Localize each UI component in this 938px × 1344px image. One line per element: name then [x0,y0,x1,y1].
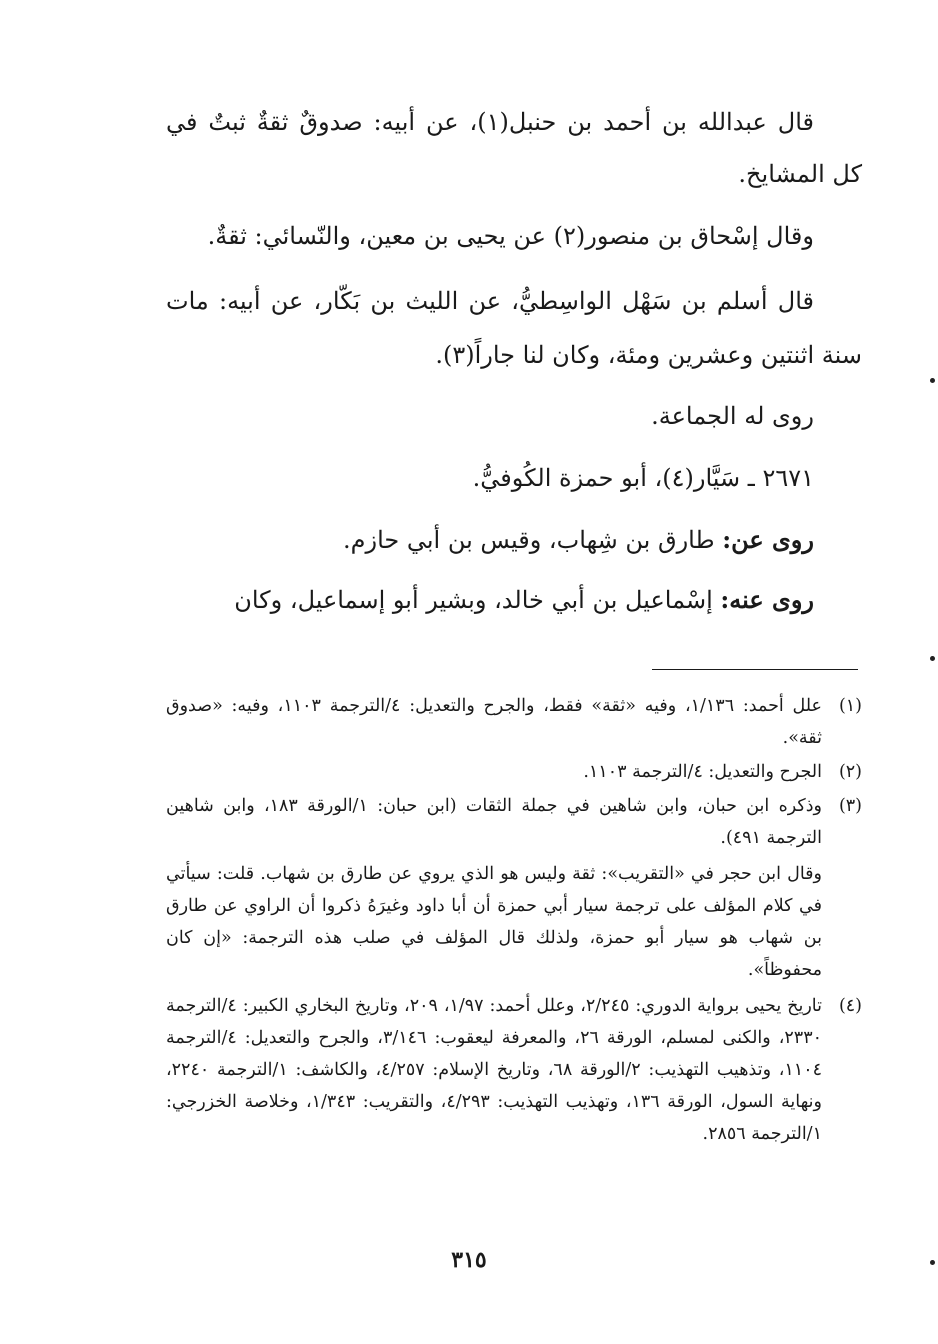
narrated-from [166,514,862,566]
footnote-separator [652,669,858,670]
paragraph-2: وقال إسْحاق بن منصور(٢) عن يحيى بن معين، والنّسائي: ثقةٌ. [207,222,814,250]
footnote-text: الجرح والتعديل: ٤/الترجمة ١١٠٣. [583,762,822,782]
footnote-number: (٣) [838,796,862,816]
footnotes [166,690,862,1152]
entry-heading: ٢٦٧١ ـ سَيَّار(٤)، أبو حمزة الكُوفيُّ. [472,464,814,492]
narrated-by [166,574,862,626]
footnote-3-continuation: وقال ابن حجر في «التقريب»: ثقة وليس هو الذي يروي عن طارق بن شهاب. قلت: سيأتي في كلام المؤلف على ترجمة سيار أبي حمزة أن أبا داود وغيرَهُ ذكروا أن الراوي عن طارق بن شهاب هو سيار أبو حمزة، ولذلك قال المؤلف في صلب هذه الترجمة: «إن كان محفوظاً». [166,864,822,980]
footnote-text: تاريخ يحيى برواية الدوري: ٢/٢٤٥، وعلل أحمد: ١/٩٧، ٢٠٩، وتاريخ البخاري الكبير: ٤/الترجمة ٢٣٣٠، والكنى لمسلم، الورقة ٢٦، والمعرفة ليعقوب: ٣/١٤٦، والجرح والتعديل: ٤/الترجمة ١١٠٤، وتذهيب التهذيب: ٢/الورقة ٦٨، وتاريخ الإسلام: ٤/٢٥٧، والكاشف: ١/الترجمة ٢٢٤٠، ونهاية السول، الورقة ١٣٦، وتهذيب التهذيب: ٤/٢٩٣، والتقريب: ١/٣٤٣، وخلاصة الخزرجي: ١/الترجمة ٢٨٥٦. [166,996,822,1144]
paragraph-3: قال أسلم بن سَهْل الواسِطيُّ، عن الليث بن بَكّار، عن أبيه: مات سنة اثنتين وعشرين ومئة، وكان لنا جاراً(٣). [166,287,862,369]
footnote-4 [166,990,862,1150]
narrated-by-label: روى عنه: [720,585,814,614]
scan-dot [930,656,935,661]
narrated-from-label: روى عن: [722,525,814,554]
narrated-from-text: طارق بن شِهاب، وقيس بن أبي حازم. [342,526,723,554]
footnote-2 [166,756,862,788]
footnote-number: (٢) [838,762,862,782]
narrated-by-text: إسْماعيل بن أبي خالد، وبشير أبو إسماعيل، وكان [234,586,721,614]
paragraph-1: قال عبدالله بن أحمد بن حنبل(١)، عن أبيه: صدوقٌ ثقةٌ ثبتٌ في كل المشايخ. [166,108,862,188]
footnote-3 [166,790,862,854]
footnote-text: علل أحمد: ١/١٣٦، وفيه «ثقة» فقط، والجرح والتعديل: ٤/الترجمة ١١٠٣، وفيه: «صدوق ثقة». [166,696,822,748]
footnote-number: (٤) [838,996,862,1016]
scan-dot [930,1260,935,1265]
page-number: ٣١٥ [451,1247,487,1273]
main-text [166,96,862,626]
footnote-number: (١) [838,696,862,716]
paragraph-4: روى له الجماعة. [651,402,814,430]
footnote-text: وذكره ابن حبان، وابن شاهين في جملة الثقات (ابن حبان: ١/الورقة ١٨٣، وابن شاهين الترجمة ٤٩١). [166,796,822,848]
scan-dot [930,378,935,383]
footnote-1 [166,690,862,754]
